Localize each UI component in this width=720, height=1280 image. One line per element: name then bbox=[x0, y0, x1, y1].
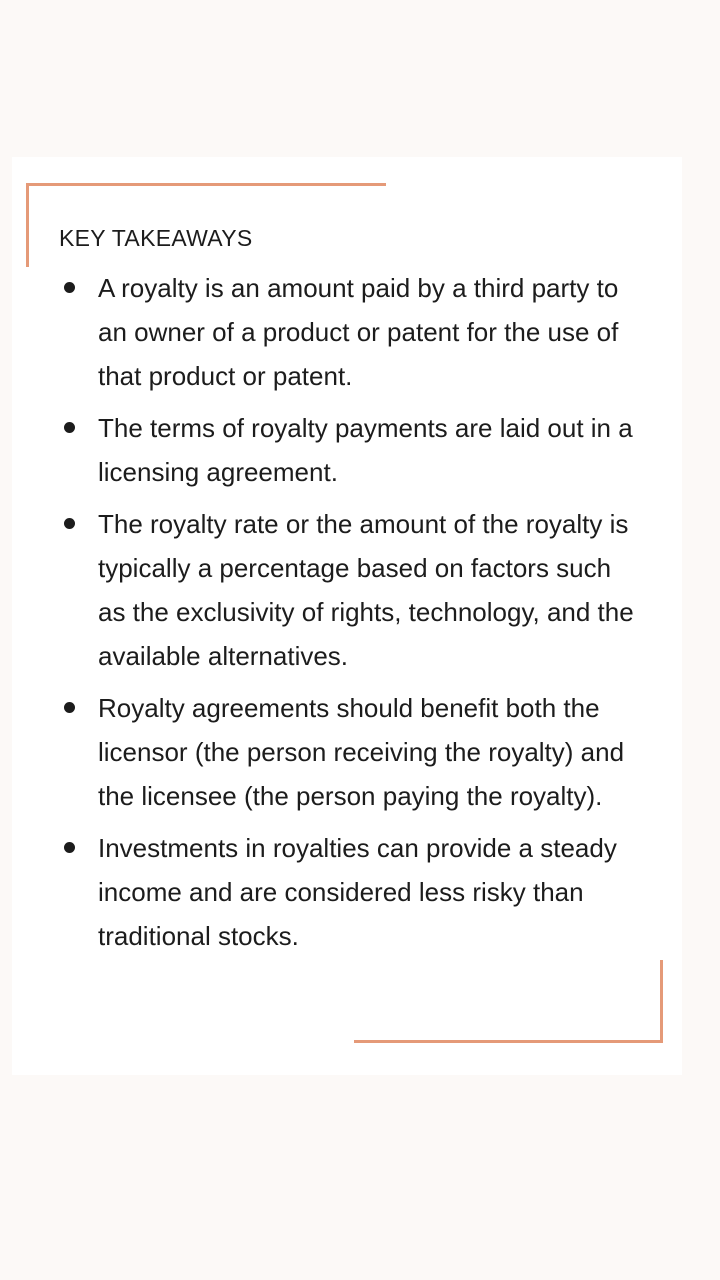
takeaways-list bbox=[60, 266, 635, 966]
bottom-right-corner-accent-vertical bbox=[660, 960, 663, 1043]
bottom-right-corner-accent-horizontal bbox=[354, 1040, 663, 1043]
list-item-text: Investments in royalties can provide a steady income and are considered less risky than traditional stocks. bbox=[98, 833, 617, 951]
bullet-icon bbox=[64, 422, 75, 433]
list-item-text: A royalty is an amount paid by a third party to an owner of a product or patent for the use of that product or patent. bbox=[98, 273, 619, 391]
top-left-corner-accent-vertical bbox=[26, 183, 29, 267]
list-item-text: The royalty rate or the amount of the royalty is typically a percentage based on factors such as the exclusivity of rights, technology, and the available alternatives. bbox=[98, 509, 634, 671]
list-item bbox=[60, 502, 635, 678]
list-item bbox=[60, 826, 635, 958]
bullet-icon bbox=[64, 842, 75, 853]
list-item-text: The terms of royalty payments are laid out in a licensing agreement. bbox=[98, 413, 633, 487]
bullet-icon bbox=[64, 702, 75, 713]
list-item bbox=[60, 266, 635, 398]
list-item bbox=[60, 406, 635, 494]
bullet-icon bbox=[64, 518, 75, 529]
key-takeaways-heading: KEY TAKEAWAYS bbox=[59, 225, 253, 251]
bullet-icon bbox=[64, 282, 75, 293]
list-item-text: Royalty agreements should benefit both the licensor (the person receiving the royalty) and the licensee (the person paying the royalty). bbox=[98, 693, 625, 811]
list-item bbox=[60, 686, 635, 818]
top-left-corner-accent-horizontal bbox=[27, 183, 386, 186]
